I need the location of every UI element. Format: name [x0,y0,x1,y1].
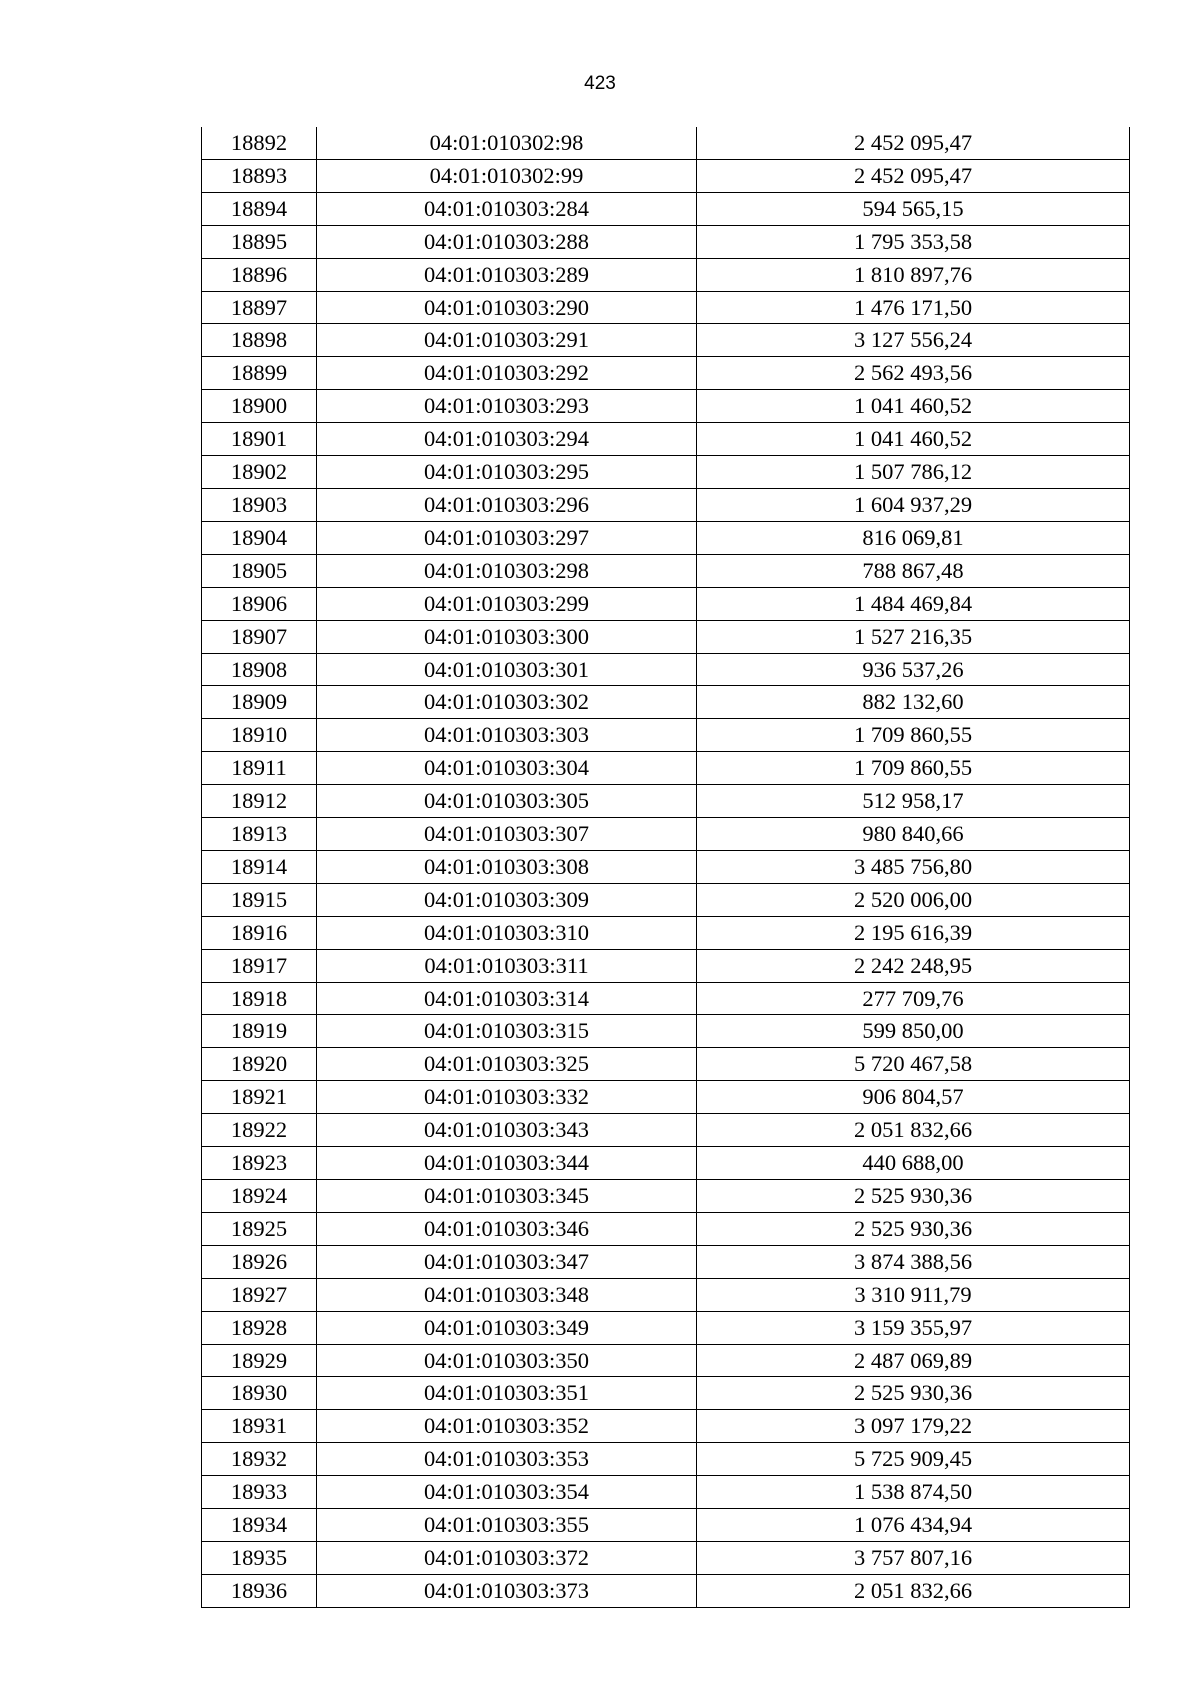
row-number-cell: 18896 [202,258,317,291]
table-row [202,1048,1130,1081]
cadastral-number-cell: 04:01:010302:99 [317,159,697,192]
row-number-cell: 18912 [202,785,317,818]
cadastral-number-cell: 04:01:010303:350 [317,1344,697,1377]
table-row [202,719,1130,752]
table-row [202,1114,1130,1147]
row-number-cell: 18927 [202,1278,317,1311]
table-row [202,1476,1130,1509]
cadastral-value-cell: 882 132,60 [697,686,1130,719]
cadastral-value-cell: 2 525 930,36 [697,1212,1130,1245]
row-number-cell: 18911 [202,752,317,785]
row-number-cell: 18929 [202,1344,317,1377]
table-row [202,225,1130,258]
cadastral-value-cell: 1 041 460,52 [697,390,1130,423]
row-number-cell: 18902 [202,456,317,489]
cadastral-number-cell: 04:01:010303:301 [317,653,697,686]
cadastral-number-cell: 04:01:010303:325 [317,1048,697,1081]
row-number-cell: 18935 [202,1541,317,1574]
row-number-cell: 18934 [202,1509,317,1542]
row-number-cell: 18918 [202,982,317,1015]
table-row [202,423,1130,456]
cadastral-value-cell: 1 810 897,76 [697,258,1130,291]
row-number-cell: 18936 [202,1574,317,1607]
cadastral-number-cell: 04:01:010303:345 [317,1180,697,1213]
cadastral-value-cell: 2 452 095,47 [697,159,1130,192]
cadastral-value-cell: 3 485 756,80 [697,850,1130,883]
cadastral-number-cell: 04:01:010303:299 [317,587,697,620]
cadastral-value-cell: 599 850,00 [697,1015,1130,1048]
table-row [202,456,1130,489]
row-number-cell: 18892 [202,127,317,159]
table-row [202,1344,1130,1377]
cadastral-number-cell: 04:01:010303:290 [317,291,697,324]
cadastral-number-cell: 04:01:010303:315 [317,1015,697,1048]
cadastral-number-cell: 04:01:010303:284 [317,192,697,225]
cadastral-number-cell: 04:01:010303:296 [317,488,697,521]
table-row [202,1443,1130,1476]
row-number-cell: 18899 [202,357,317,390]
row-number-cell: 18932 [202,1443,317,1476]
row-number-cell: 18909 [202,686,317,719]
cadastral-value-cell: 1 709 860,55 [697,719,1130,752]
table-row [202,686,1130,719]
page-number: 423 [584,73,616,94]
row-number-cell: 18930 [202,1377,317,1410]
cadastral-value-table-container [201,127,1129,1608]
row-number-cell: 18916 [202,916,317,949]
cadastral-value-cell: 3 127 556,24 [697,324,1130,357]
cadastral-number-cell: 04:01:010303:297 [317,521,697,554]
cadastral-number-cell: 04:01:010303:332 [317,1081,697,1114]
cadastral-number-cell: 04:01:010303:294 [317,423,697,456]
cadastral-value-cell: 1 476 171,50 [697,291,1130,324]
cadastral-number-cell: 04:01:010303:310 [317,916,697,949]
cadastral-number-cell: 04:01:010303:305 [317,785,697,818]
row-number-cell: 18906 [202,587,317,620]
cadastral-number-cell: 04:01:010303:347 [317,1245,697,1278]
cadastral-value-cell: 2 525 930,36 [697,1180,1130,1213]
row-number-cell: 18910 [202,719,317,752]
cadastral-number-cell: 04:01:010303:354 [317,1476,697,1509]
cadastral-number-cell: 04:01:010303:289 [317,258,697,291]
table-row [202,785,1130,818]
cadastral-value-cell: 816 069,81 [697,521,1130,554]
table-row [202,1245,1130,1278]
row-number-cell: 18894 [202,192,317,225]
cadastral-value-cell: 512 958,17 [697,785,1130,818]
cadastral-number-cell: 04:01:010303:352 [317,1410,697,1443]
cadastral-number-cell: 04:01:010303:343 [317,1114,697,1147]
table-row [202,1278,1130,1311]
cadastral-value-cell: 906 804,57 [697,1081,1130,1114]
cadastral-value-cell: 2 525 930,36 [697,1377,1130,1410]
cadastral-value-cell: 788 867,48 [697,554,1130,587]
row-number-cell: 18925 [202,1212,317,1245]
table-row [202,818,1130,851]
row-number-cell: 18924 [202,1180,317,1213]
cadastral-number-cell: 04:01:010303:346 [317,1212,697,1245]
row-number-cell: 18928 [202,1311,317,1344]
cadastral-value-cell: 5 720 467,58 [697,1048,1130,1081]
cadastral-value-cell: 1 709 860,55 [697,752,1130,785]
cadastral-value-cell: 2 051 832,66 [697,1114,1130,1147]
table-row [202,258,1130,291]
cadastral-number-cell: 04:01:010303:303 [317,719,697,752]
cadastral-value-cell: 1 076 434,94 [697,1509,1130,1542]
cadastral-number-cell: 04:01:010302:98 [317,127,697,159]
table-row [202,1081,1130,1114]
cadastral-value-cell: 936 537,26 [697,653,1130,686]
row-number-cell: 18907 [202,620,317,653]
cadastral-number-cell: 04:01:010303:309 [317,883,697,916]
cadastral-value-cell: 2 520 006,00 [697,883,1130,916]
table-row [202,521,1130,554]
table-row [202,752,1130,785]
row-number-cell: 18905 [202,554,317,587]
table-row [202,850,1130,883]
cadastral-value-cell: 594 565,15 [697,192,1130,225]
cadastral-value-cell: 2 487 069,89 [697,1344,1130,1377]
row-number-cell: 18903 [202,488,317,521]
row-number-cell: 18921 [202,1081,317,1114]
row-number-cell: 18904 [202,521,317,554]
cadastral-value-cell: 1 527 216,35 [697,620,1130,653]
cadastral-number-cell: 04:01:010303:373 [317,1574,697,1607]
table-row [202,1509,1130,1542]
cadastral-value-cell: 1 041 460,52 [697,423,1130,456]
table-body [202,127,1130,1607]
table-row [202,390,1130,423]
cadastral-value-cell: 2 562 493,56 [697,357,1130,390]
row-number-cell: 18901 [202,423,317,456]
cadastral-number-cell: 04:01:010303:353 [317,1443,697,1476]
row-number-cell: 18923 [202,1147,317,1180]
cadastral-number-cell: 04:01:010303:344 [317,1147,697,1180]
cadastral-number-cell: 04:01:010303:291 [317,324,697,357]
table-row [202,324,1130,357]
table-row [202,488,1130,521]
cadastral-value-cell: 1 604 937,29 [697,488,1130,521]
cadastral-number-cell: 04:01:010303:295 [317,456,697,489]
row-number-cell: 18931 [202,1410,317,1443]
cadastral-value-cell: 2 452 095,47 [697,127,1130,159]
cadastral-number-cell: 04:01:010303:292 [317,357,697,390]
cadastral-value-cell: 3 097 179,22 [697,1410,1130,1443]
cadastral-value-cell: 277 709,76 [697,982,1130,1015]
row-number-cell: 18919 [202,1015,317,1048]
row-number-cell: 18895 [202,225,317,258]
table-row [202,1377,1130,1410]
table-row [202,1147,1130,1180]
table-row [202,159,1130,192]
table-row [202,554,1130,587]
cadastral-value-cell: 3 159 355,97 [697,1311,1130,1344]
row-number-cell: 18920 [202,1048,317,1081]
cadastral-value-cell: 3 874 388,56 [697,1245,1130,1278]
table-row [202,883,1130,916]
cadastral-number-cell: 04:01:010303:351 [317,1377,697,1410]
row-number-cell: 18893 [202,159,317,192]
table-row [202,587,1130,620]
cadastral-value-cell: 5 725 909,45 [697,1443,1130,1476]
cadastral-value-cell: 1 484 469,84 [697,587,1130,620]
cadastral-value-cell: 440 688,00 [697,1147,1130,1180]
table-row [202,1410,1130,1443]
row-number-cell: 18914 [202,850,317,883]
row-number-cell: 18900 [202,390,317,423]
cadastral-value-cell: 1 538 874,50 [697,1476,1130,1509]
cadastral-number-cell: 04:01:010303:293 [317,390,697,423]
row-number-cell: 18917 [202,949,317,982]
row-number-cell: 18908 [202,653,317,686]
table-row [202,1015,1130,1048]
row-number-cell: 18933 [202,1476,317,1509]
cadastral-number-cell: 04:01:010303:348 [317,1278,697,1311]
row-number-cell: 18926 [202,1245,317,1278]
table-row [202,1541,1130,1574]
cadastral-value-cell: 2 051 832,66 [697,1574,1130,1607]
table-row [202,1574,1130,1607]
cadastral-value-cell: 2 195 616,39 [697,916,1130,949]
cadastral-number-cell: 04:01:010303:308 [317,850,697,883]
table-row [202,127,1130,159]
table-row [202,1212,1130,1245]
table-row [202,620,1130,653]
row-number-cell: 18922 [202,1114,317,1147]
cadastral-value-table [201,127,1130,1608]
row-number-cell: 18915 [202,883,317,916]
cadastral-number-cell: 04:01:010303:355 [317,1509,697,1542]
table-row [202,916,1130,949]
row-number-cell: 18913 [202,818,317,851]
table-row [202,1311,1130,1344]
cadastral-number-cell: 04:01:010303:307 [317,818,697,851]
cadastral-number-cell: 04:01:010303:314 [317,982,697,1015]
cadastral-number-cell: 04:01:010303:298 [317,554,697,587]
cadastral-value-cell: 2 242 248,95 [697,949,1130,982]
table-row [202,982,1130,1015]
cadastral-value-cell: 3 310 911,79 [697,1278,1130,1311]
cadastral-value-cell: 1 795 353,58 [697,225,1130,258]
row-number-cell: 18898 [202,324,317,357]
table-row [202,1180,1130,1213]
cadastral-value-cell: 1 507 786,12 [697,456,1130,489]
cadastral-number-cell: 04:01:010303:372 [317,1541,697,1574]
cadastral-value-cell: 980 840,66 [697,818,1130,851]
cadastral-number-cell: 04:01:010303:302 [317,686,697,719]
table-row [202,949,1130,982]
cadastral-number-cell: 04:01:010303:304 [317,752,697,785]
cadastral-number-cell: 04:01:010303:311 [317,949,697,982]
cadastral-number-cell: 04:01:010303:300 [317,620,697,653]
table-row [202,357,1130,390]
table-row [202,653,1130,686]
cadastral-value-cell: 3 757 807,16 [697,1541,1130,1574]
table-row [202,192,1130,225]
table-row [202,291,1130,324]
cadastral-number-cell: 04:01:010303:349 [317,1311,697,1344]
cadastral-number-cell: 04:01:010303:288 [317,225,697,258]
row-number-cell: 18897 [202,291,317,324]
